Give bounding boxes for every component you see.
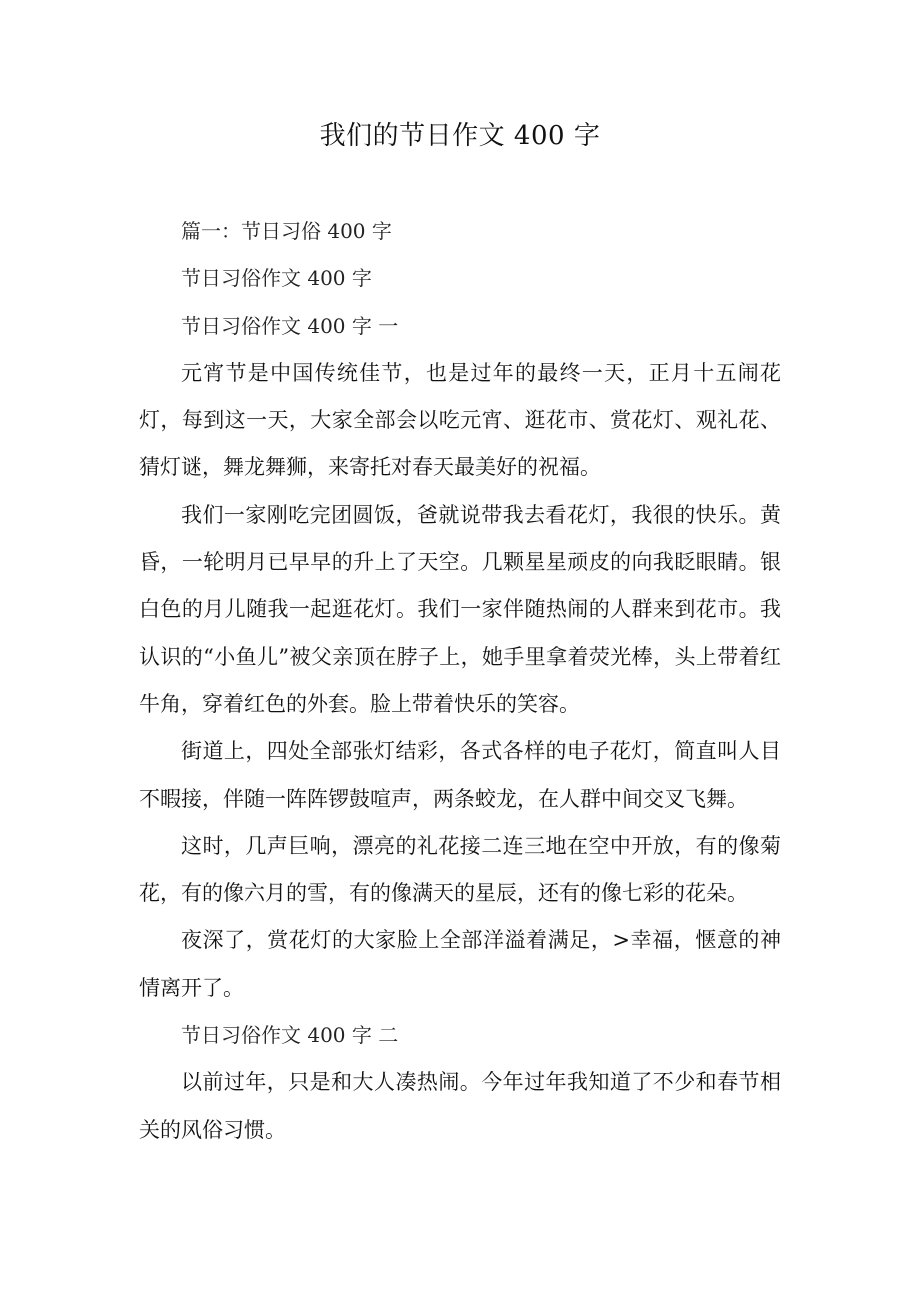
body-paragraph: 我们一家刚吃完团圆饭，爸就说带我去看花灯，我很的快乐。黄昏，一轮明月已早早的升上了天空。几颗星星顽皮的向我眨眼睛。银白色的月儿随我一起逛花灯。我们一家伴随热闹的人群来到花市。我认识的“小鱼儿”被父亲顶在脖子上，她手里拿着荧光棒，头上带着红牛角，穿着红色的外套。脸上带着快乐的笑容。 (139, 502, 781, 716)
body-paragraph: 元宵节是中国传统佳节，也是过年的最终一天，正月十五闹花灯，每到这一天，大家全部会以吃元宵、逛花市、赏花灯、观礼花、猜灯谜，舞龙舞狮，来寄托对春天最美好的祝福。 (139, 360, 781, 480)
document-body (139, 208, 781, 1154)
section-heading: 节日习俗作文 400 字 二 (181, 1023, 399, 1048)
body-paragraph: 街道上，四处全部张灯结彩，各式各样的电子花灯，简直叫人目不暇接，伴随一阵阵锣鼓喧声，两条蛟龙，在人群中间交叉飞舞。 (139, 739, 781, 811)
section-heading: 篇一：节日习俗 400 字 (181, 219, 392, 243)
body-paragraph: 以前过年，只是和大人凑热闹。今年过年我知道了不少和春节相关的风俗习惯。 (139, 1070, 781, 1142)
section-heading: 节日习俗作文 400 字 (181, 266, 372, 291)
section-heading: 节日习俗作文 400 字 一 (181, 313, 399, 338)
body-paragraph: 夜深了，赏花灯的大家脸上全部洋溢着满足，>幸福，惬意的神情离开了。 (139, 928, 781, 1000)
document-title: 我们的节日作文 400 字 (319, 121, 601, 151)
body-paragraph: 这时，几声巨响，漂亮的礼花接二连三地在空中开放，有的像菊花，有的像六月的雪，有的像满天的星辰，还有的像七彩的花朵。 (139, 833, 781, 906)
